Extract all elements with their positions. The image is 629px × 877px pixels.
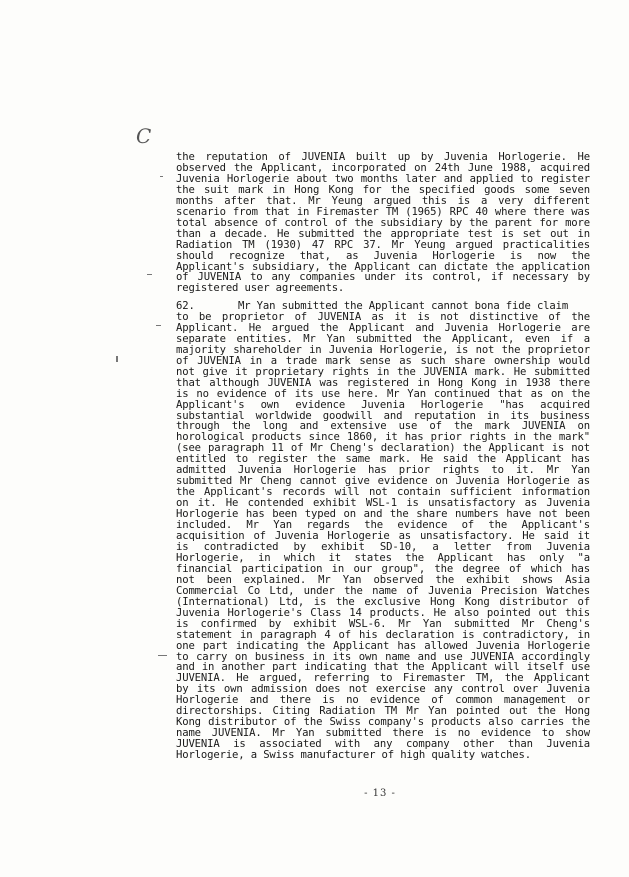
text-line: (see paragraph 11 of Mr Cheng's declaration) the Applicant is not	[176, 442, 590, 455]
text-line: the suit mark in Hong Kong for the specified goods some seven	[176, 183, 590, 196]
text-line: should recognize that, as Juvenia Horlogerie is now the	[176, 249, 590, 262]
text-line: on it. He contended exhibit WSL-1 is unsatisfactory as Juvenia	[176, 497, 590, 510]
text-line: not give it proprietary rights in the JUVENIA mark. He submitted	[176, 365, 590, 378]
text-line: than a decade. He submitted the appropriate test is set out in	[176, 227, 590, 240]
scan-mark	[160, 176, 163, 177]
text-line: not been explained. Mr Yan observed the exhibit shows Asia	[176, 573, 590, 586]
text-line: scenario from that in Firemaster TM (1965) RPC 40 where there was	[176, 205, 590, 218]
text-line: Applicant's subsidiary, the Applicant can dictate the application	[176, 260, 590, 273]
text-line: Radiation TM (1930) 47 RPC 37. Mr Yeung argued practicalities	[176, 238, 590, 251]
scan-mark	[156, 325, 161, 326]
text-line: and in another part indicating that the Applicant will itself use	[176, 661, 590, 674]
text-line: Horlogerie, in which it states the Applicant has only "a	[176, 551, 590, 564]
text-line: months after that. Mr Yeung argued this is a very different	[176, 194, 590, 207]
text-line: the Applicant's records will not contain sufficient information	[176, 486, 590, 499]
text-line: directorships. Citing Radiation TM Mr Yan pointed out the Hong	[176, 705, 590, 718]
scan-mark	[158, 655, 167, 656]
text-line: of JUVENIA to any companies under its control, if necessary by	[176, 271, 590, 284]
text-line: is confirmed by exhibit WSL-6. Mr Yan submitted Mr Cheng's	[176, 617, 590, 630]
text-line: statement in paragraph 4 of his declaration is contradictory, in	[176, 628, 590, 641]
text-line: is contradicted by exhibit SD-10, a letter from Juvenia	[176, 540, 590, 553]
text-line: acquisition of Juvenia Horlogerie as unsatisfactory. He said it	[176, 530, 590, 543]
text-line: that although JUVENIA was registered in Hong Kong in 1938 there	[176, 376, 590, 389]
text-line: Horlogerie, a Swiss manufacturer of high quality watches.	[176, 749, 531, 762]
text-line: Applicant's own evidence Juvenia Horlogerie "has acquired	[176, 398, 590, 411]
text-line: through the long and extensive use of the mark JUVENIA on	[176, 420, 590, 433]
text-line: Horlogerie has been typed on and the share numbers have not been	[176, 508, 590, 521]
text-line: one part indicating the Applicant has allowed Juvenia Horlogerie	[176, 639, 590, 652]
paragraph-number: 62.	[176, 300, 195, 312]
text-line: substantial worldwide goodwill and reputation in its business	[176, 409, 590, 422]
text-line: (International) Ltd, is the exclusive Hong Kong distributor of	[176, 595, 590, 608]
text-line: included. Mr Yan regards the evidence of the Applicant's	[176, 519, 590, 532]
paragraph-62-opening: Mr Yan submitted the Applicant cannot bona fide claim	[238, 300, 569, 312]
scan-mark	[147, 274, 152, 275]
text-line: submitted Mr Cheng cannot give evidence on Juvenia Horlogerie as	[176, 475, 590, 488]
text-line: is no evidence of its use here. Mr Yan continued that as on the	[176, 387, 590, 400]
scan-mark	[116, 356, 118, 362]
paragraph-62	[176, 301, 590, 761]
text-line: Horlogerie and there is no evidence of common management or	[176, 694, 590, 707]
text-line: Commercial Co Ltd, under the name of Juvenia Precision Watches	[176, 584, 590, 597]
text-line: Juvenia Horlogerie about two months later and applied to register	[176, 172, 590, 185]
paragraph-61-continuation	[176, 152, 590, 294]
text-line: entitled to register the same mark. He said the Applicant has	[176, 453, 590, 466]
text-line: Juvenia Horlogerie's Class 14 products. He also pointed out this	[176, 606, 590, 619]
text-line: JUVENIA is associated with any company other than Juvenia	[176, 738, 590, 751]
text-line: registered user agreements.	[176, 282, 345, 295]
text-line: separate entities. Mr Yan submitted the Applicant, even if a	[176, 332, 590, 345]
corner-mark: C	[136, 124, 152, 148]
text-line: name JUVENIA. Mr Yan submitted there is no evidence to show	[176, 727, 590, 740]
text-line: horological products since 1860, it has prior rights in the mark"	[176, 431, 590, 444]
page-number: - 13 -	[364, 788, 396, 799]
text-line: JUVENIA. He argued, referring to Firemaster TM, the Applicant	[176, 672, 590, 685]
text-line: financial participation in our group", the degree of which has	[176, 562, 590, 575]
text-line: total absence of control of the subsidiary by the parent for more	[176, 216, 590, 229]
text-line: majority shareholder in Juvenia Horlogerie, is not the proprietor	[176, 343, 590, 356]
text-line: to carry on business in its own name and use JUVENIA accordingly	[176, 650, 590, 663]
text-line: of JUVENIA in a trade mark sense as such share ownership would	[176, 354, 590, 367]
text-line: by its own admission does not exercise any control over Juvenia	[176, 683, 590, 696]
text-line: the reputation of JUVENIA built up by Juvenia Horlogerie. He	[176, 151, 590, 163]
text-line: Kong distributor of the Swiss company's products also carries the	[176, 716, 590, 729]
text-line: observed the Applicant, incorporated on 24th June 1988, acquired	[176, 161, 590, 174]
text-line: to be proprietor of JUVENIA as it is not distinctive of the	[176, 310, 590, 323]
paragraph-62-body	[176, 312, 590, 761]
text-line: admitted Juvenia Horlogerie has prior rights to it. Mr Yan	[176, 464, 590, 477]
text-line: Applicant. He argued the Applicant and Juvenia Horlogerie are	[176, 321, 590, 334]
